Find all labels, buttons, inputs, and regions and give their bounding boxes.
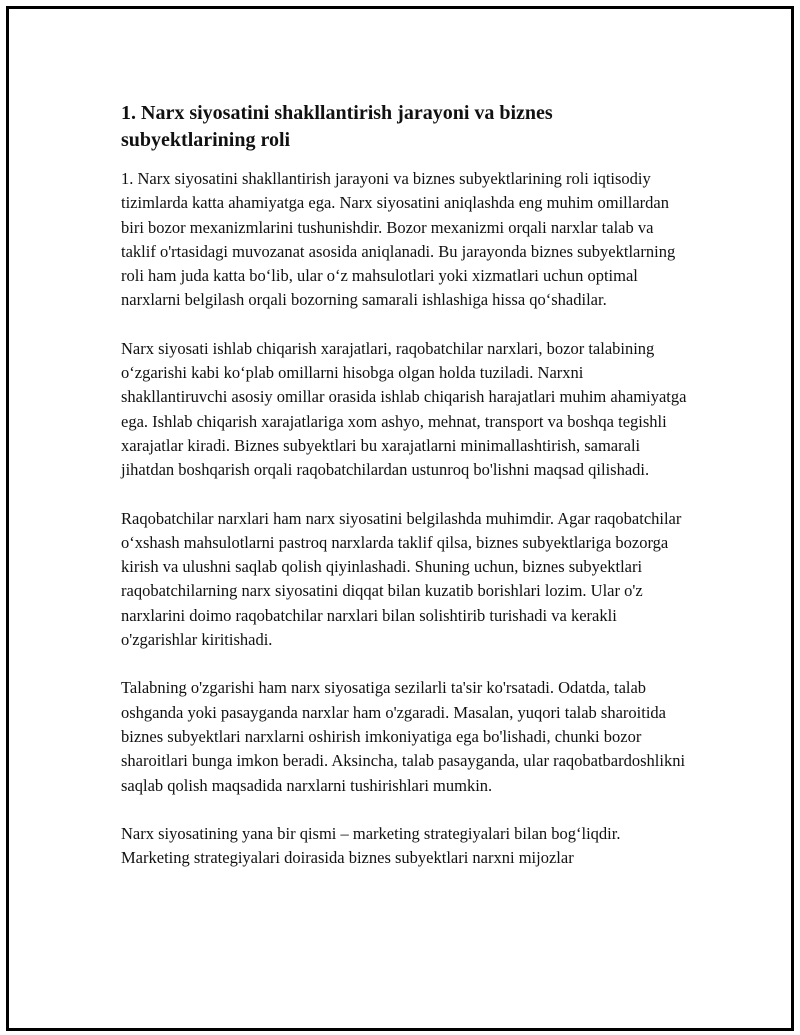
document-body [121,100,687,894]
paragraph-2: Narx siyosati ishlab chiqarish xarajatlari, raqobatchilar narxlari, bozor talabining o‘zgarishi kabi ko‘plab omillarni hisobga olgan holda tuziladi. Narxni shakllantiruvchi asosiy omillar orasida ishlab chiqarish harajatlari muhim ahamiyatga ega. Ishlab chiqarish xarajatlariga xom ashyo, mehnat, transport va boshqa tegishli xarajatlar kiradi. Biznes subyektlari bu xarajatlarni minimallashtirish, samarali jihatdan boshqarish orqali raqobatchilardan ustunroq bo'lishni maqsad qilishadi. [121,338,687,480]
document-title: 1. Narx siyosatini shakllantirish jarayoni va biznes subyektlarining roli [121,102,553,151]
paragraph-5: Narx siyosatining yana bir qismi – marketing strategiyalari bilan bog‘liqdir. Marketing strategiyalari doirasida biznes subyektlari narxni mijozlar [121,823,621,868]
paragraph-3: Raqobatchilar narxlari ham narx siyosatini belgilashda muhimdir. Agar raqobatchilar o‘xshash mahsulotlarni pastroq narxlarda taklif qilsa, biznes subyektlariga bozorga kirish va ulushni saqlab qolish qiyinlashadi. Shuning uchun, biznes subyektlari raqobatchilarning narx siyosatini diqqat bilan kuzatib borishlari lozim. Ular o'z narxlarini doimo raqobatchilar narxlari bilan solishtirib turishadi va kerakli o'zgarishlar kiritishadi. [121,508,682,650]
paragraph-4: Talabning o'zgarishi ham narx siyosatiga sezilarli ta'sir ko'rsatadi. Odatda, talab oshganda yoki pasayganda narxlar ham o'zgaradi. Masalan, yuqori talab sharoitida biznes subyektlari narxlarni oshirish imkoniyatiga ega bo'lishadi, chunki bozor sharoitlari bunga imkon beradi. Aksincha, talab pasayganda, ular raqobatbardoshlikni saqlab qolish maqsadida narxlarni tushirishlari mumkin. [121,678,686,795]
paragraph-1: 1. Narx siyosatini shakllantirish jarayoni va biznes subyektlarining roli iqtisodiy tizimlarda katta ahamiyatga ega. Narx siyosatini aniqlashda eng muhim omillardan biri bozor mexanizmlarini tushunishdir. Bozor mexanizmi orqali narxlar talab va taklif o'rtasidagi muvozanat asosida aniqlanadi. Bu jarayonda biznes subyektlarning roli ham juda katta bo‘lib, ular o‘z mahsulotlari yoki xizmatlari uchun optimal narxlarni belgilash orqali bozorning samarali ishlashiga hissa qo‘shadilar. [121,169,676,310]
page-frame [6,6,794,1031]
